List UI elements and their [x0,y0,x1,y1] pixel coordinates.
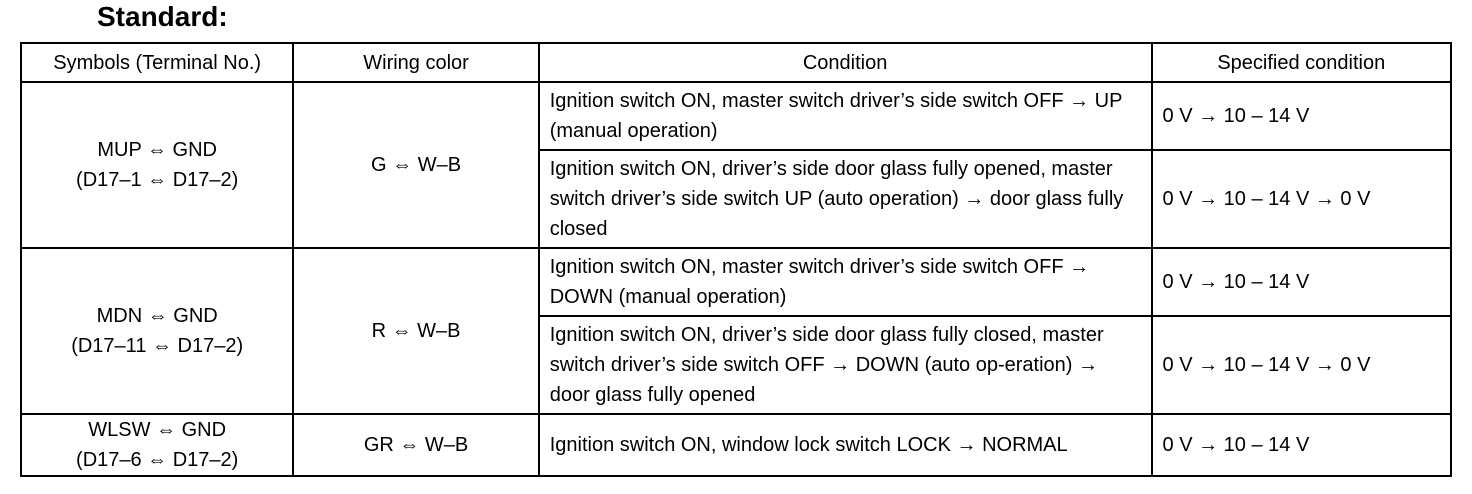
symbol-cell [21,82,293,248]
header-condition: Condition [539,43,1152,82]
condition-cell: Ignition switch ON, window lock switch LOCK → NORMAL [539,414,1152,476]
condition-cell: Ignition switch ON, driver’s side door glass fully opened, master switch driver’s side switch UP (auto operation) → door glass fully closed [539,150,1152,248]
specified-condition-cell: 0 V → 10 – 14 V [1152,82,1451,150]
condition-cell: Ignition switch ON, master switch driver’s side switch OFF → DOWN (manual operation) [539,248,1152,316]
table-header-row [21,43,1451,82]
condition-cell: Ignition switch ON, master switch driver’s side switch OFF → UP (manual operation) [539,82,1152,150]
specified-condition-cell: 0 V → 10 – 14 V [1152,248,1451,316]
specified-condition-cell: 0 V → 10 – 14 V → 0 V [1152,316,1451,414]
symbol-cell [21,414,293,476]
wiring-color-cell: GR ⇔ W–B [293,414,538,476]
condition-cell: Ignition switch ON, driver’s side door glass fully closed, master switch driver’s side switch OFF → DOWN (auto op-eration) → door glass fully opened [539,316,1152,414]
spec-table [20,42,1452,477]
header-wiring-color: Wiring color [293,43,538,82]
symbol-cell [21,248,293,414]
symbol-name: MDN ⇔ GND [96,305,218,327]
wiring-color-cell: G ⇔ W–B [293,82,538,248]
wiring-color-cell: R ⇔ W–B [293,248,538,414]
terminal-number: (D17–1 ⇔ D17–2) [76,169,239,191]
symbol-name: MUP ⇔ GND [97,139,217,161]
table-row [21,414,1451,476]
section-heading: Standard: [97,1,228,32]
terminal-number: (D17–6 ⇔ D17–2) [76,449,239,471]
header-symbols: Symbols (Terminal No.) [21,43,293,82]
specified-condition-cell: 0 V → 10 – 14 V [1152,414,1451,476]
table-row [21,248,1451,316]
specified-condition-cell: 0 V → 10 – 14 V → 0 V [1152,150,1451,248]
table-row [21,82,1451,150]
terminal-number: (D17–11 ⇔ D17–2) [71,335,244,357]
header-specified-condition: Specified condition [1152,43,1451,82]
symbol-name: WLSW ⇔ GND [88,419,227,441]
